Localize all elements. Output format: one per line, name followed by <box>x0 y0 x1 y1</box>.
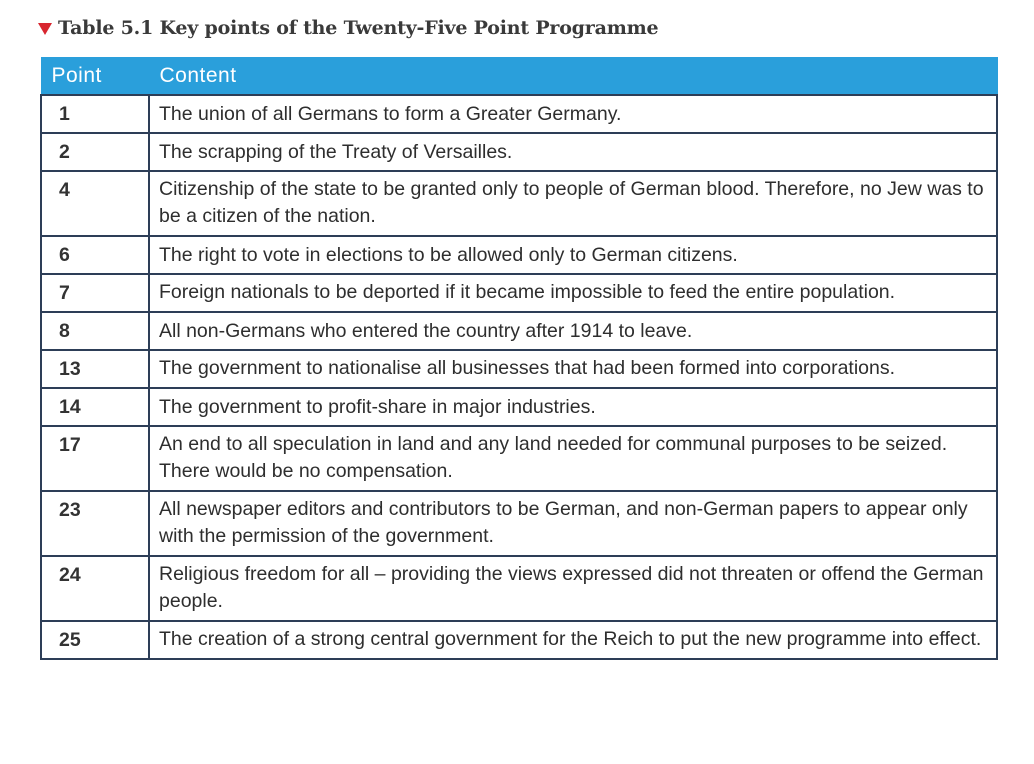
point-number: 6 <box>41 236 149 274</box>
programme-table <box>40 57 998 660</box>
table-row <box>41 491 997 556</box>
triangle-marker-icon <box>38 23 52 35</box>
table-row <box>41 621 997 659</box>
point-number: 2 <box>41 133 149 171</box>
table-row <box>41 388 997 426</box>
point-number: 4 <box>41 171 149 236</box>
point-number: 24 <box>41 556 149 621</box>
table-row <box>41 133 997 171</box>
point-content: All non-Germans who entered the country after 1914 to leave. <box>149 312 997 350</box>
table-row <box>41 236 997 274</box>
column-header-content: Content <box>149 58 997 96</box>
point-number: 17 <box>41 426 149 491</box>
point-number: 7 <box>41 274 149 312</box>
point-content: The government to profit-share in major industries. <box>149 388 997 426</box>
point-number: 23 <box>41 491 149 556</box>
table-row <box>41 556 997 621</box>
point-number: 8 <box>41 312 149 350</box>
column-header-point: Point <box>41 58 149 96</box>
point-content: The government to nationalise all businesses that had been formed into corporations. <box>149 350 997 388</box>
point-content: All newspaper editors and contributors to be German, and non-German papers to appear only with the permission of the government. <box>149 491 997 556</box>
point-content: Citizenship of the state to be granted only to people of German blood. Therefore, no Jew was to be a citizen of the nation. <box>149 171 997 236</box>
point-number: 14 <box>41 388 149 426</box>
table-row <box>41 350 997 388</box>
point-content: Foreign nationals to be deported if it became impossible to feed the entire population. <box>149 274 997 312</box>
table-caption <box>38 14 658 42</box>
point-content: The union of all Germans to form a Greater Germany. <box>149 95 997 133</box>
point-content: Religious freedom for all – providing the views expressed did not threaten or offend the German people. <box>149 556 997 621</box>
table-caption-text: Table 5.1 Key points of the Twenty-Five Point Programme <box>58 17 659 39</box>
point-content: The creation of a strong central government for the Reich to put the new programme into effect. <box>149 621 997 659</box>
point-content: An end to all speculation in land and any land needed for communal purposes to be seized. There would be no compensation. <box>149 426 997 491</box>
table-row <box>41 312 997 350</box>
point-number: 1 <box>41 95 149 133</box>
point-content: The scrapping of the Treaty of Versailles. <box>149 133 997 171</box>
table-row <box>41 95 997 133</box>
table-row <box>41 171 997 236</box>
table-header-row <box>41 58 997 96</box>
point-number: 13 <box>41 350 149 388</box>
point-number: 25 <box>41 621 149 659</box>
table-row <box>41 426 997 491</box>
point-content: The right to vote in elections to be allowed only to German citizens. <box>149 236 997 274</box>
table-row <box>41 274 997 312</box>
